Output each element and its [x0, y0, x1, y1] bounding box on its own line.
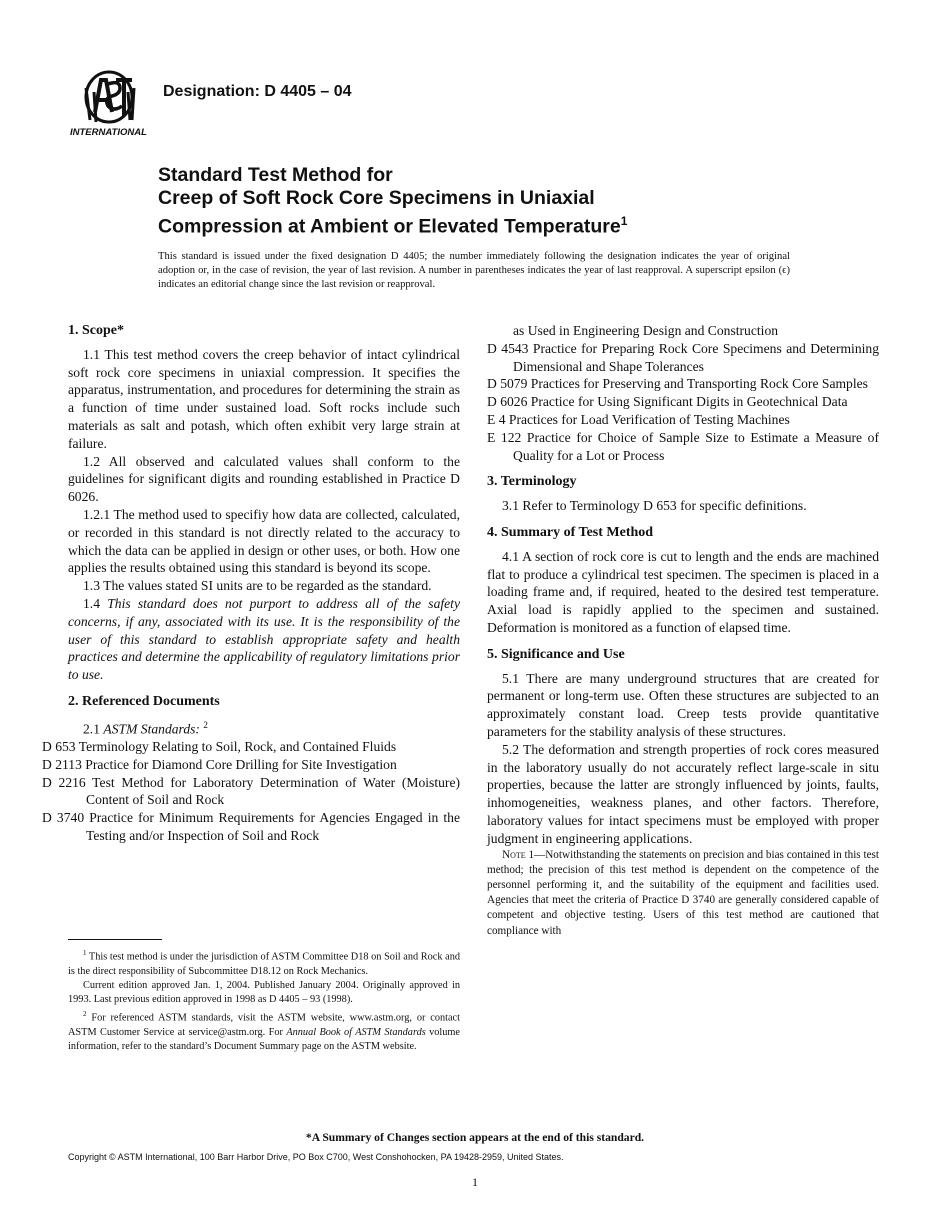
footnote-2-mark: 2: [83, 1010, 87, 1019]
astm-logo: [68, 68, 150, 140]
paragraph-5-1: 5.1 There are many underground structures that are created for permanent or long-term use. Often these structures are subjected to an approximately constant load. Creep tests provide quantitative parameters for the stability analysis of these structures.: [487, 670, 879, 739]
footnote-2-italic: Annual Book of ASTM Standards: [286, 1026, 426, 1038]
reference-item: [487, 340, 879, 376]
paragraph-4-1: 4.1 A section of rock core is cut to length and the ends are machined flat to produce a cylindrical test specimen. The specimen is placed in a loading frame and, if required, heated to the desired test temperature. Axial load is rapidly applied to the specimen and sustained. Deformation is monitored as a function of elapsed time.: [487, 548, 879, 635]
reference-item: [487, 375, 879, 393]
footnote-2-text-end: volume information, refer to the standard’s Document Summary page on the ASTM website.: [68, 1026, 461, 1053]
paragraph-1-2: 1.2 All observed and calculated values shall conform to the guidelines for significant digits and rounding established in Practice D 6026.: [68, 453, 460, 505]
left-column: [42, 322, 460, 845]
footnote-mark-2: 2: [203, 719, 208, 730]
reference-item: [42, 756, 460, 774]
paragraph-1-2-1: 1.2.1 The method used to specifiy how data are collected, calculated, or recorded in this standard is not directly related to the accuracy to which the data can be applied in design or other uses, or both. How one applies the results obtained using this standard is beyond its scope.: [68, 506, 460, 576]
section-heading-scope: 1. Scope*: [68, 323, 124, 338]
section-heading-terminology: 3. Terminology: [487, 474, 577, 490]
reference-item: [42, 738, 460, 756]
title-footnote-mark: 1: [620, 214, 628, 228]
astm-logo-mark: [68, 68, 150, 140]
reference-text: D 3740 Practice for Minimum Requirements for Agencies Engaged in the Testing and/or Inspection of Soil and Rock: [42, 810, 460, 844]
copyright: Copyright © ASTM International, 100 Barr Harbor Drive, PO Box C700, West Conshohocken, PA 19428-2959, United States.: [68, 1152, 564, 1162]
footnote-1-edition: Current edition approved Jan. 1, 2004. Published January 2004. Originally approved in 1993. Last previous edition approved in 1998 as D 4405 – 93 (1998).: [68, 979, 460, 1006]
reference-item: [487, 393, 879, 411]
summary-of-changes-note: *A Summary of Changes section appears at the end of this standard.: [305, 1131, 645, 1144]
paragraph-1-4: [68, 595, 460, 684]
reference-item: [487, 429, 879, 465]
footnote-2: [68, 1007, 460, 1054]
paragraph-3-1: 3.1 Refer to Terminology D 653 for specific definitions.: [502, 498, 807, 514]
reference-text: D 2216 Test Method for Laboratory Determination of Water (Moisture) Content of Soil and Rock: [42, 774, 460, 808]
footnotes: [68, 946, 460, 1054]
paragraph-5-2: 5.2 The deformation and strength properties of rock cores measured in the laboratory usually do not accurately reflect large-scale in situ properties, because the latter are strongly influenced by joints, faults, inhomogeneities, weakness planes, and other factors. Therefore, laboratory values for intact specimens must be employed with proper judgment in engineering applications.: [487, 741, 879, 846]
footnote-1-mark: 1: [83, 949, 87, 957]
reference-item: [42, 774, 460, 810]
issuance-notice: This standard is issued under the fixed designation D 4405; the number immediately following the designation indicates the year of original adoption or, in the case of revision, the year of last revision. A number in parentheses indicates the year of last reapproval. A superscript epsilon (ϵ) indicates an editorial change since the last revision or reapproval.: [158, 251, 790, 290]
section-heading-referenced-documents: 2. Referenced Documents: [68, 693, 220, 709]
footnote-1-text: This test method is under the jurisdiction of ASTM Committee D18 on Soil and Rock and is the direct responsibility of Subcommittee D18.12 on Rock Mechanics.: [68, 951, 460, 977]
title-line-3: [158, 210, 627, 239]
section-heading-significance: 5. Significance and Use: [487, 646, 625, 662]
reference-text: D 2113 Practice for Diamond Core Drilling for Site Investigation: [42, 756, 397, 772]
paragraph-1-4-number: 1.4: [83, 595, 100, 611]
page-number: 1: [472, 1175, 478, 1189]
paragraph-1-3: 1.3 The values stated SI units are to be regarded as the standard.: [83, 578, 432, 594]
paragraph-1-1: 1.1 This test method covers the creep behavior of intact cylindrical soft rock core specimens in uniaxial compression. It specifies the apparatus, instrumentation, and procedures for determining the strain as a function of time under sustained load. Soft rocks include such materials as salt and potash, which often exhibit very large strain at failure.: [68, 346, 460, 451]
document-title: [158, 164, 627, 239]
footnote-1: [68, 946, 460, 979]
reference-item: [487, 411, 879, 429]
reference-text: D 4543 Practice for Preparing Rock Core Specimens and Determining Dimensional and Shape Tolerances: [487, 340, 879, 374]
title-line-2: Creep of Soft Rock Core Specimens in Uniaxial: [158, 187, 595, 209]
reference-text: D 6026 Practice for Using Significant Digits in Geotechnical Data: [487, 394, 848, 410]
reference-text: E 122 Practice for Choice of Sample Size to Estimate a Measure of Quality for a Lot or Process: [487, 429, 879, 463]
logo-text: INTERNATIONAL: [70, 127, 147, 138]
footnote-2-text: For referenced ASTM standards, visit the ASTM website, www.astm.org, or contact ASTM Customer Service at service@astm.org. For: [68, 1012, 460, 1038]
reference-item: [42, 809, 460, 845]
reference-continuation: as Used in Engineering Design and Construction: [513, 323, 779, 338]
note-text: 1—Notwithstanding the statements on precision and bias contained in this test method; the precision of this test method is dependent on the competence of the personnel performing it, and the suitability of the equipment and facilities used. Agencies that meet the criteria of Practice D 3740 are generally considered capable of competent and objective testing. Users of this test method are cautioned that compliance with: [487, 848, 879, 937]
reference-text: E 4 Practices for Load Verification of Testing Machines: [487, 411, 790, 427]
paragraph-2-1-number: 2.1: [83, 721, 100, 737]
reference-text: D 653 Terminology Relating to Soil, Rock, and Contained Fluids: [42, 739, 397, 755]
right-column: [487, 322, 879, 939]
designation: Designation: D 4405 – 04: [163, 83, 352, 100]
note-1: [487, 848, 879, 939]
astm-standards-label: ASTM Standards:: [103, 721, 200, 737]
footnote-rule: [68, 939, 162, 940]
reference-text: D 5079 Practices for Preserving and Transporting Rock Core Samples: [487, 376, 868, 392]
title-line-1: Standard Test Method for: [158, 164, 393, 186]
title-line-3-text: Compression at Ambient or Elevated Temperature: [158, 215, 621, 238]
safety-caveat-text: This standard does not purport to address all of the safety concerns, if any, associated with its use. It is the responsibility of the user of this standard to establish appropriate safety and health practices and determine the applicability of regulatory limitations prior to use.: [68, 595, 460, 683]
paragraph-2-1: [68, 717, 460, 738]
section-heading-summary: 4. Summary of Test Method: [487, 524, 654, 540]
note-label: Note: [502, 848, 526, 861]
